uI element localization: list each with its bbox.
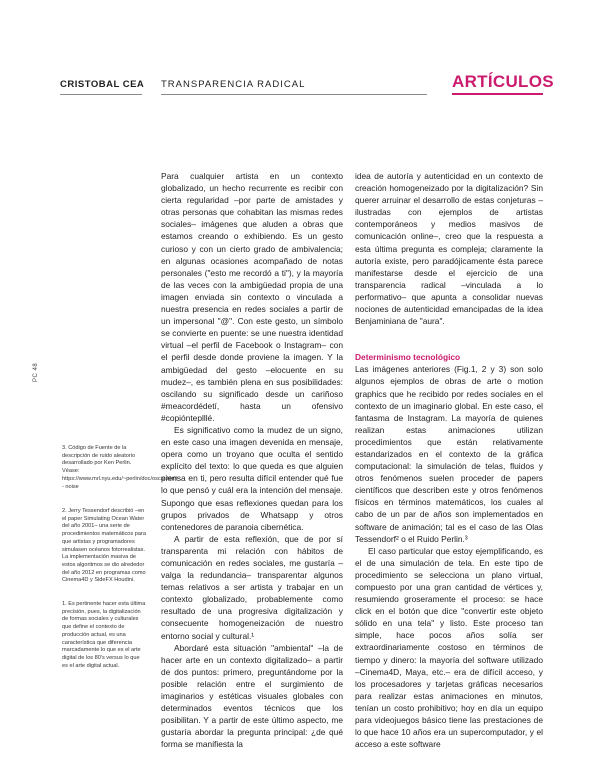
paragraph: Es significativo como la mudez de un signo, en este caso una imagen devenida en mensaje, opera como un troyano que oculta el sentido explícito del texto: lo que queda es que alguien piensa en ti, pero resulta difícil entender qué fue lo que pensó y cuál era la intención del mensaje. Supongo que esas reflexiones quedan para los grupos privados de Whatsapp y otros contenedores de paranoia cibernética. (161, 424, 343, 532)
running-head-author: CRISTOBAL CEA (60, 79, 145, 90)
paragraph: Abordaré esta situación "ambiental" –la de hacer arte en un contexto digitalizado– a partir de dos puntos: primero, preguntándome por la posible relación entre el surgimiento de imaginarios y estéticas visuales globales con determinados eventos técnicos que los posibilitan. Y a partir de este último aspecto, me gustaría abordar la pregunta principal: ¿de qué forma se manifiesta la (161, 642, 343, 750)
paragraph: Para cualquier artista en un contexto globalizado, un hecho recurrente es recibir con cierta regularidad –por parte de amistades y otras personas que cohabitan las mismas redes sociales– imágenes que aluden a obras que estamos creando o exhibiendo. Es un gesto curioso y con un cierto grado de ambivalencia; en algunas ocasiones acompañado de notas personales ("esto me recordó a ti"), y la mayoría de las veces con la ambigüedad propia de una imagen enviada sin contexto o vinculada a nuestra presencia en redes sociales a partir de un impersonal "@". Con este gesto, un símbolo se convierte en puente: se une nuestra identidad virtual –el perfil de Facebook o Instagram– con el perfil desde donde proviene la imagen. Y la ambigüedad del gesto –elocuente en su mudez–, es también plena en sus posibilidades: oscilando su significado desde un cariñoso #meacordédetí, hasta un ofensivo #copiónteplllé. (161, 171, 343, 423)
body-column-right (355, 170, 543, 750)
paragraph: El caso particular que estoy ejemplificando, es el de una simulación de tela. En este tipo de procedimiento se selecciona un plano virtual, compuesto por una gran cantidad de vértices y, resumiendo groseramente el proceso: se hace click en el botón que dice "convertir este objeto sólido en una tela" y listo. Este proceso tan simple, hace pocos años solía ser extraordinariamente costoso en términos de tiempo y dinero: la mayoría del software utilizado –Cinema4D, Maya, etc.– era de difícil acceso, y los procesadores y tarjetas gráficas necesarios para realizar estas animaciones en minutos, tenían un costo prohibitivo; hoy en día un equipo para videojuegos básico tiene las prestaciones de lo que hace 10 años era un supercomputador, y el acceso a este software (355, 545, 543, 750)
section-label: ARTÍCULOS (452, 72, 554, 91)
footnote-text: 3. Código de Fuente de la descripción de ruido aleatorio desarrollado por Ken Perlin. Véase: https://www.mrl.nyu.edu/~perlin/doc/oscar.html - noise (62, 445, 178, 490)
header-rule-section (452, 93, 543, 95)
paragraph: A partir de esta reflexión, que de por sí transparenta mi relación con hábitos de comunicación en redes sociales, me gustaría –valga la redundancia– transparentar algunos temas relativos a ser artista y trabajar en un contexto globalizado, probablemente como resultado de una progresiva digitalización y consecuente homogeneización de nuestro entorno social y cultural.¹ (161, 533, 343, 641)
paragraph: idea de autoría y autenticidad en un contexto de creación homogeneizado por la digitalización? Sin querer arruinar el desarrollo de estas conjeturas –ilustradas con ejemplos de artistas contemporáneos y medios masivos de comunicación online–, creo que la respuesta a esta última pregunta es compleja; claramente la autoría existe, pero paradójicamente ésta parece manifestarse desde el ejercicio de una transparencia radical –vinculada a lo performativo– que apunta a consolidar nuevas nociones de autenticidad emancipadas de la idea Benjaminiana de "aura". (355, 171, 543, 327)
body-column-left (161, 170, 343, 751)
paragraph: Las imágenes anteriores (Fig.1, 2 y 3) son solo algunos ejemplos de obras de arte o motion graphics que he recibido por redes sociales en el contexto de un imaginario global. En este caso, el fantasma de Instagram. La mayoría de quienes realizan estas animaciones utilizan procedimientos que están relativamente estandarizados en el contexto de la gráfica computacional: la simulación de telas, fluidos y otros fenómenos suelen proceder de papers científicos que describen este y otros fenómenos físicos en términos matemáticos, los cuales al cabo de un par de años son implementados en software de animación; tal es el caso de las Olas Tessendorf² o el Ruido Perlin.³ (355, 364, 543, 544)
footnote-text: 2. Jerry Tessendorf describió –en el paper Simulating Ocean Water del año 2001– una serie de procedimientos matemáticos para que artistas y programadores simulasen océanos fotorrealistas. La implementación masiva de estos algoritmos se dio alrededor del año 2012 en programas como Cinema4D y SideFX Houdini. (62, 508, 146, 584)
header-rule-author (60, 94, 142, 95)
page-number: PC 48 (33, 362, 39, 382)
running-head-title: TRANSPARENCIA RADICAL (161, 79, 306, 90)
footnote-2 (62, 508, 146, 585)
footnote-3 (62, 445, 178, 491)
header-rule-title (161, 94, 427, 95)
subheading: Determinismo tecnológico (355, 352, 461, 363)
footnote-text: 1. Es pertinente hacer esta última precisión, pues, la digitalización de formas sociales y culturales que define el contexto de producción actual, es una característica que diferencia marcadamente lo que es el arte digital de los 80's versus lo que es el arte digital actual. (62, 601, 146, 669)
footnote-1 (62, 601, 146, 670)
